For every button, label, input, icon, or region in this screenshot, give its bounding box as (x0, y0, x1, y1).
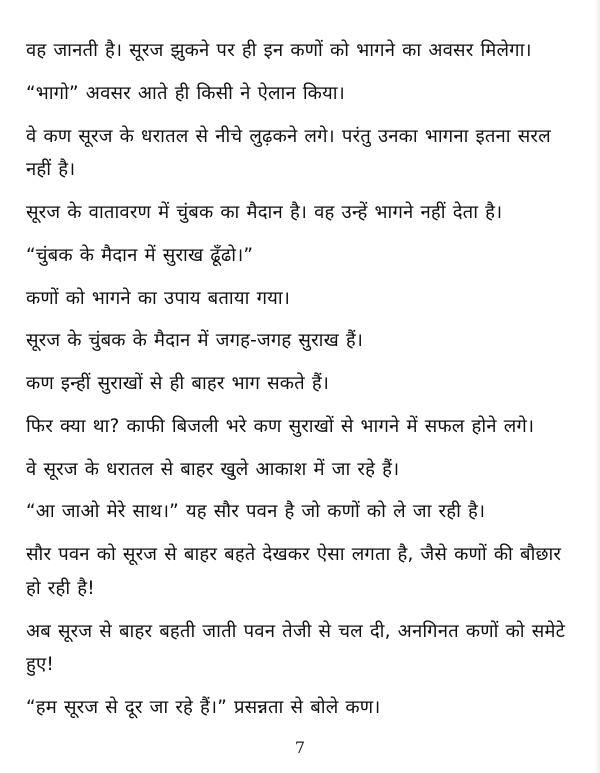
paragraph: कण इन्हीं सुराखों से ही बाहर भाग सकते हैं। (26, 373, 330, 395)
paragraph: “भागो” अवसर आते ही किसी ने ऐलान किया। (26, 82, 345, 104)
paragraph: कणों को भागने का उपाय बताया गया। (26, 287, 290, 309)
paragraph: वे कण सूरज के धरातल से नीचे लुढ़कने लगे। परंतु उनका भागना इतना सरल नहीं है। (26, 125, 551, 181)
page-edge-shadow (594, 0, 600, 773)
paragraph: सौर पवन को सूरज से बाहर बहते देखकर ऐसा लगता है, जैसे कणों की बौछार हो रही है! (26, 544, 562, 599)
paragraph: वह जानती है। सूरज झुकने पर ही इन कणों को भागने का अवसर मिलेगा। (26, 40, 532, 61)
paragraph: सूरज के वातावरण में चुंबक का मैदान है। वह उन्हें भागने नहीं देता है। (26, 201, 503, 223)
paragraph: सूरज के चुंबक के मैदान में जगह-जगह सुराख हैं। (26, 330, 364, 352)
paragraph: अब सूरज से बाहर बहती जाती पवन तेजी से चल दी, अनगिनत कणों को समेटे हुए! (26, 620, 566, 676)
paragraph: “हम सूरज से दूर जा रहे हैं।” प्रसन्नता से बोले कण। (26, 696, 381, 718)
paragraph: वे सूरज के धरातल से बाहर खुले आकाश में जा रहे हैं। (26, 458, 400, 480)
paragraph: “आ जाओ मेरे साथ।” यह सौर पवन है जो कणों को ले जा रही है। (26, 501, 486, 523)
paragraph: “चुंबक के मैदान में सुराख ढूँढो।” (26, 244, 254, 266)
page-text (26, 34, 582, 734)
paragraph: फिर क्या था? काफी बिजली भरे कण सुराखों से भागने में सफल होने लगे। (26, 415, 535, 437)
page-number: 7 (294, 738, 306, 757)
